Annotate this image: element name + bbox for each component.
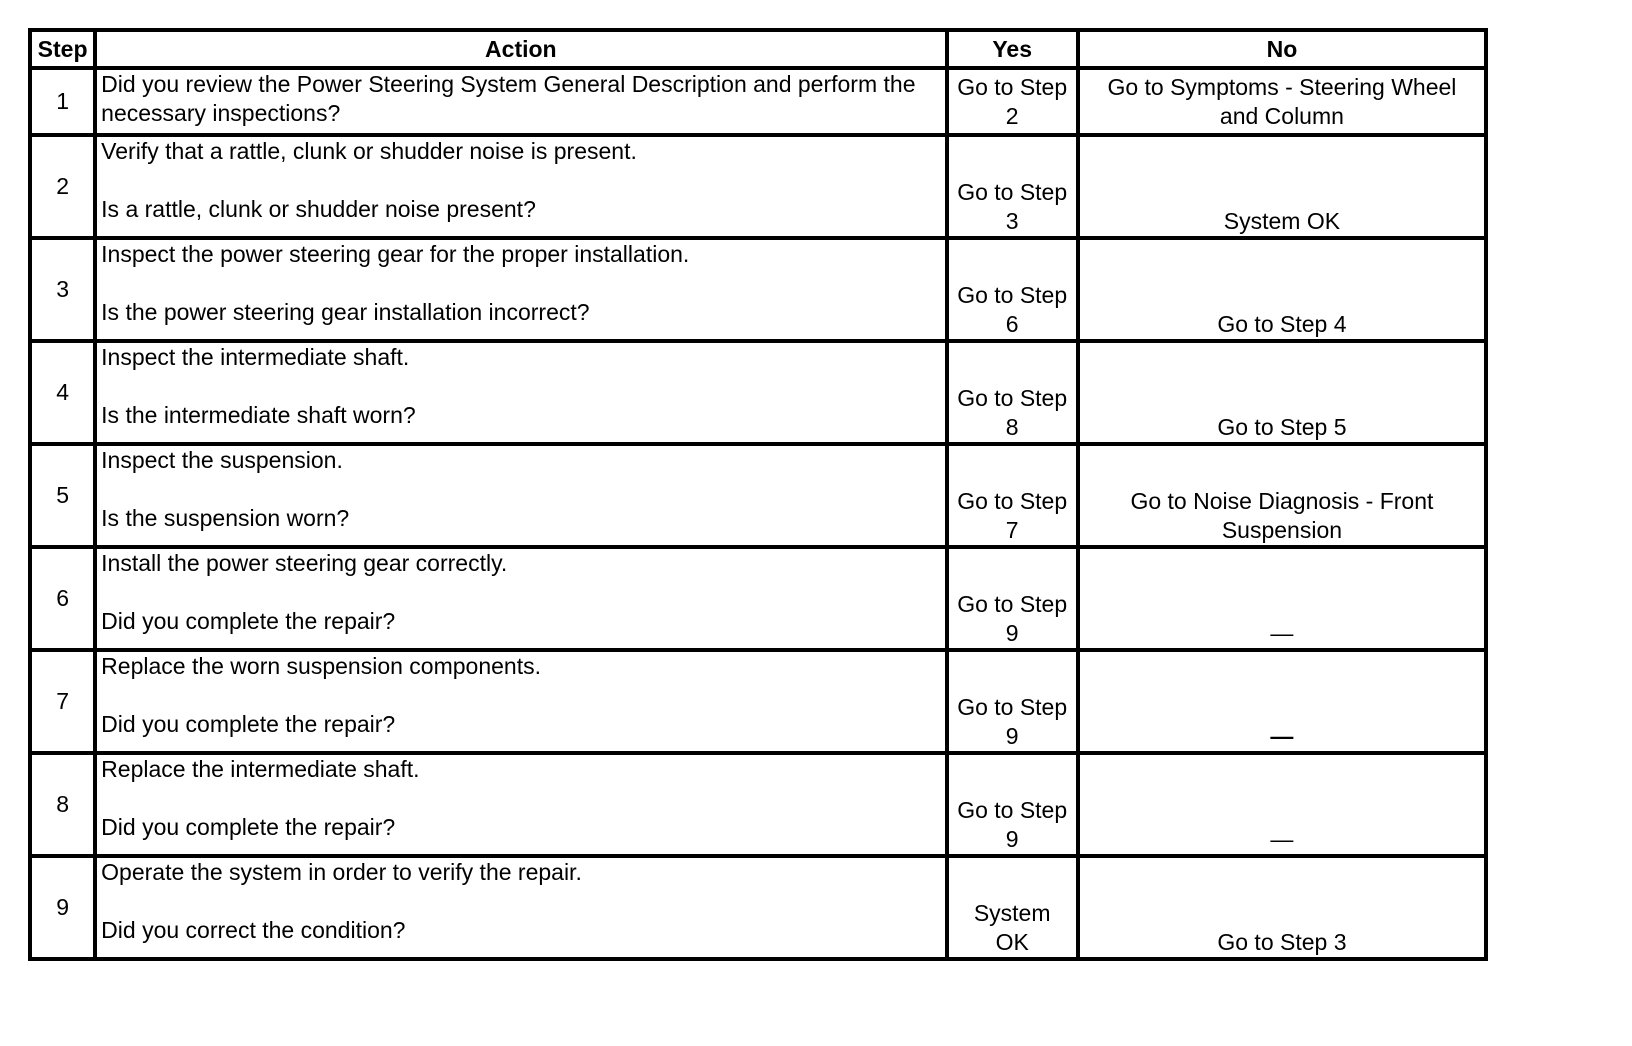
yes-line: 9 bbox=[1005, 826, 1019, 852]
action-instruction: Verify that a rattle, clunk or shudder noise is present. bbox=[101, 138, 637, 164]
action-question: Is the power steering gear installation incorrect? bbox=[101, 299, 590, 325]
action-instruction: Replace the intermediate shaft. bbox=[101, 756, 420, 782]
yes-line: Go to Step bbox=[957, 73, 1068, 100]
action-instruction: Inspect the suspension. bbox=[101, 447, 343, 473]
yes-line: 9 bbox=[1005, 620, 1019, 646]
yes-line: 8 bbox=[1005, 414, 1019, 440]
action-question: Did you review the Power Steering System General Description and perform the necessary inspections? bbox=[101, 71, 916, 126]
table-row bbox=[30, 444, 1486, 547]
header-no: No bbox=[1078, 30, 1486, 68]
action-cell bbox=[95, 135, 946, 238]
no-cell bbox=[1078, 135, 1486, 238]
action-cell bbox=[95, 68, 946, 135]
no-cell bbox=[1078, 650, 1486, 753]
step-number: 7 bbox=[30, 650, 95, 753]
no-cell bbox=[1078, 547, 1486, 650]
table-row bbox=[30, 856, 1486, 959]
step-number: 6 bbox=[30, 547, 95, 650]
diagnostic-table-container bbox=[28, 28, 1488, 961]
yes-cell bbox=[947, 856, 1078, 959]
no-line: Go to Symptoms - Steering Wheel bbox=[1107, 73, 1457, 100]
no-line: Go to Step 4 bbox=[1217, 311, 1347, 337]
yes-cell bbox=[947, 238, 1078, 341]
table-row bbox=[30, 650, 1486, 753]
no-line: — bbox=[1270, 826, 1294, 852]
no-line: System OK bbox=[1223, 208, 1341, 234]
spacer bbox=[101, 887, 940, 916]
action-question: Did you complete the repair? bbox=[101, 814, 396, 840]
yes-cell bbox=[947, 650, 1078, 753]
action-cell bbox=[95, 753, 946, 856]
yes-cell bbox=[947, 547, 1078, 650]
header-row bbox=[30, 30, 1486, 68]
no-cell bbox=[1078, 68, 1486, 135]
step-number: 1 bbox=[30, 68, 95, 135]
action-instruction: Inspect the intermediate shaft. bbox=[101, 344, 410, 370]
yes-cell bbox=[947, 135, 1078, 238]
no-line: Go to Step 5 bbox=[1217, 414, 1347, 440]
no-cell bbox=[1078, 238, 1486, 341]
action-cell bbox=[95, 856, 946, 959]
table-row bbox=[30, 547, 1486, 650]
diagnostic-table bbox=[28, 28, 1488, 961]
yes-cell bbox=[947, 68, 1078, 135]
action-cell bbox=[95, 650, 946, 753]
header-action: Action bbox=[95, 30, 946, 68]
action-question: Did you complete the repair? bbox=[101, 711, 396, 737]
table-row bbox=[30, 238, 1486, 341]
table-row bbox=[30, 135, 1486, 238]
no-line: Suspension bbox=[1221, 517, 1343, 543]
spacer bbox=[101, 166, 940, 195]
yes-line: Go to Step bbox=[957, 179, 1068, 205]
yes-line: OK bbox=[995, 929, 1029, 955]
action-instruction: Operate the system in order to verify the repair. bbox=[101, 859, 582, 885]
table-row bbox=[30, 753, 1486, 856]
table-row bbox=[30, 68, 1486, 135]
yes-line: 3 bbox=[1005, 208, 1019, 234]
spacer bbox=[101, 269, 940, 298]
yes-cell bbox=[947, 341, 1078, 444]
yes-line: System bbox=[973, 900, 1051, 926]
no-cell bbox=[1078, 753, 1486, 856]
step-number: 4 bbox=[30, 341, 95, 444]
step-number: 8 bbox=[30, 753, 95, 856]
header-yes: Yes bbox=[947, 30, 1078, 68]
spacer bbox=[101, 784, 940, 813]
step-number: 5 bbox=[30, 444, 95, 547]
action-question: Is a rattle, clunk or shudder noise present? bbox=[101, 196, 536, 222]
action-instruction: Replace the worn suspension components. bbox=[101, 653, 541, 679]
header-step: Step bbox=[30, 30, 95, 68]
yes-line: Go to Step bbox=[957, 488, 1068, 514]
action-cell bbox=[95, 341, 946, 444]
no-line: — bbox=[1270, 620, 1294, 646]
action-question: Is the suspension worn? bbox=[101, 505, 350, 531]
yes-cell bbox=[947, 444, 1078, 547]
no-line: — bbox=[1270, 723, 1294, 749]
spacer bbox=[101, 578, 940, 607]
action-cell bbox=[95, 238, 946, 341]
spacer bbox=[101, 681, 940, 710]
action-question: Did you complete the repair? bbox=[101, 608, 396, 634]
yes-line: 6 bbox=[1005, 311, 1019, 337]
no-line: Go to Noise Diagnosis - Front bbox=[1130, 488, 1434, 514]
step-number: 2 bbox=[30, 135, 95, 238]
yes-cell bbox=[947, 753, 1078, 856]
yes-line: Go to Step bbox=[957, 591, 1068, 617]
action-cell bbox=[95, 444, 946, 547]
no-cell bbox=[1078, 341, 1486, 444]
yes-line: Go to Step bbox=[957, 282, 1068, 308]
yes-line: Go to Step bbox=[957, 385, 1068, 411]
action-instruction: Install the power steering gear correctly. bbox=[101, 550, 508, 576]
no-cell bbox=[1078, 856, 1486, 959]
step-number: 9 bbox=[30, 856, 95, 959]
no-line: and Column bbox=[1219, 102, 1344, 129]
action-question: Did you correct the condition? bbox=[101, 917, 406, 943]
spacer bbox=[101, 372, 940, 401]
yes-line: 7 bbox=[1005, 517, 1019, 543]
yes-line: Go to Step bbox=[957, 797, 1068, 823]
table-row bbox=[30, 341, 1486, 444]
action-question: Is the intermediate shaft worn? bbox=[101, 402, 416, 428]
step-number: 3 bbox=[30, 238, 95, 341]
yes-line: Go to Step bbox=[957, 694, 1068, 720]
yes-line: 2 bbox=[1005, 102, 1019, 129]
action-cell bbox=[95, 547, 946, 650]
spacer bbox=[101, 475, 940, 504]
no-cell bbox=[1078, 444, 1486, 547]
no-line: Go to Step 3 bbox=[1217, 929, 1347, 955]
yes-line: 9 bbox=[1005, 723, 1019, 749]
action-instruction: Inspect the power steering gear for the proper installation. bbox=[101, 241, 690, 267]
